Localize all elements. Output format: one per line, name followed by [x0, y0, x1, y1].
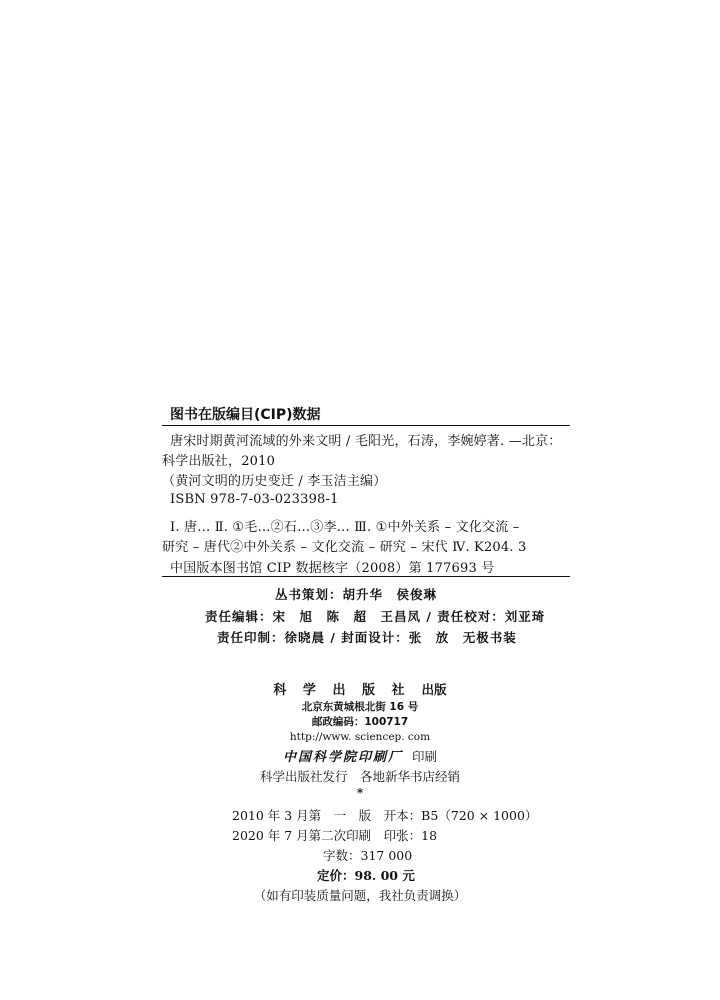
distribution: 科学出版社发行 各地新华书店经销 [259, 769, 460, 784]
postcode: 邮政编码：100717 [311, 716, 409, 728]
cip-number: 中国版本图书馆 CIP 数据核字（2008）第 177693 号 [170, 561, 495, 576]
price: 定价：98. 00 元 [317, 868, 415, 883]
cip-title: 图书在版编目(CIP)数据 [170, 407, 321, 423]
print-word: 印刷 [412, 749, 438, 764]
edition-line: 2010 年 3 月第 一 版 开本：B5（720 × 1000） [232, 808, 538, 823]
printer-name: 中国科学院印刷厂 [282, 750, 403, 765]
editors-line: 责任编辑：宋 旭 陈 超 王昌凤 / 责任校对：刘亚琦 [205, 609, 546, 624]
publisher-address: 北京东黄城根北街 16 号 [301, 701, 419, 713]
publish-word: 出版 [421, 682, 447, 697]
quality-notice: （如有印装质量问题，我社负责调换） [253, 888, 467, 903]
cip-bottom-rule [162, 576, 570, 577]
cip-isbn: ISBN 978-7-03-023398-1 [170, 492, 339, 507]
printing-line: 2020 年 7 月第二次印刷 印张：18 [232, 828, 438, 843]
printer-line [0, 746, 720, 765]
series-planner: 丛书策划：胡升华 侯俊琳 [275, 587, 438, 602]
publisher-line [0, 679, 720, 698]
publisher-name: 科 学 出 版 社 [273, 683, 411, 698]
separator-star: * [356, 785, 364, 800]
cip-line-1: 唐宋时期黄河流域的外来文明 / 毛阳光，石涛，李婉婷著. —北京： [170, 434, 562, 449]
cip-top-rule [162, 425, 570, 426]
print-design-line: 责任印制：徐晓晨 / 封面设计：张 放 无极书装 [217, 630, 517, 645]
cip-line-2: 科学出版社，2010 [162, 454, 276, 469]
cip-classification-1: Ⅰ. 唐… Ⅱ. ①毛…②石…③李… Ⅲ. ①中外关系 – 文化交流 – [170, 520, 520, 535]
website: http://www. sciencep. com [289, 731, 431, 743]
cip-classification-2: 研究 – 唐代②中外关系 – 文化交流 – 研究 – 宋代 Ⅳ. K204. 3 [162, 540, 527, 555]
word-count: 字数：317 000 [323, 848, 413, 863]
cip-line-3: （黄河文明的历史变迁 / 李玉洁主编） [162, 474, 387, 489]
